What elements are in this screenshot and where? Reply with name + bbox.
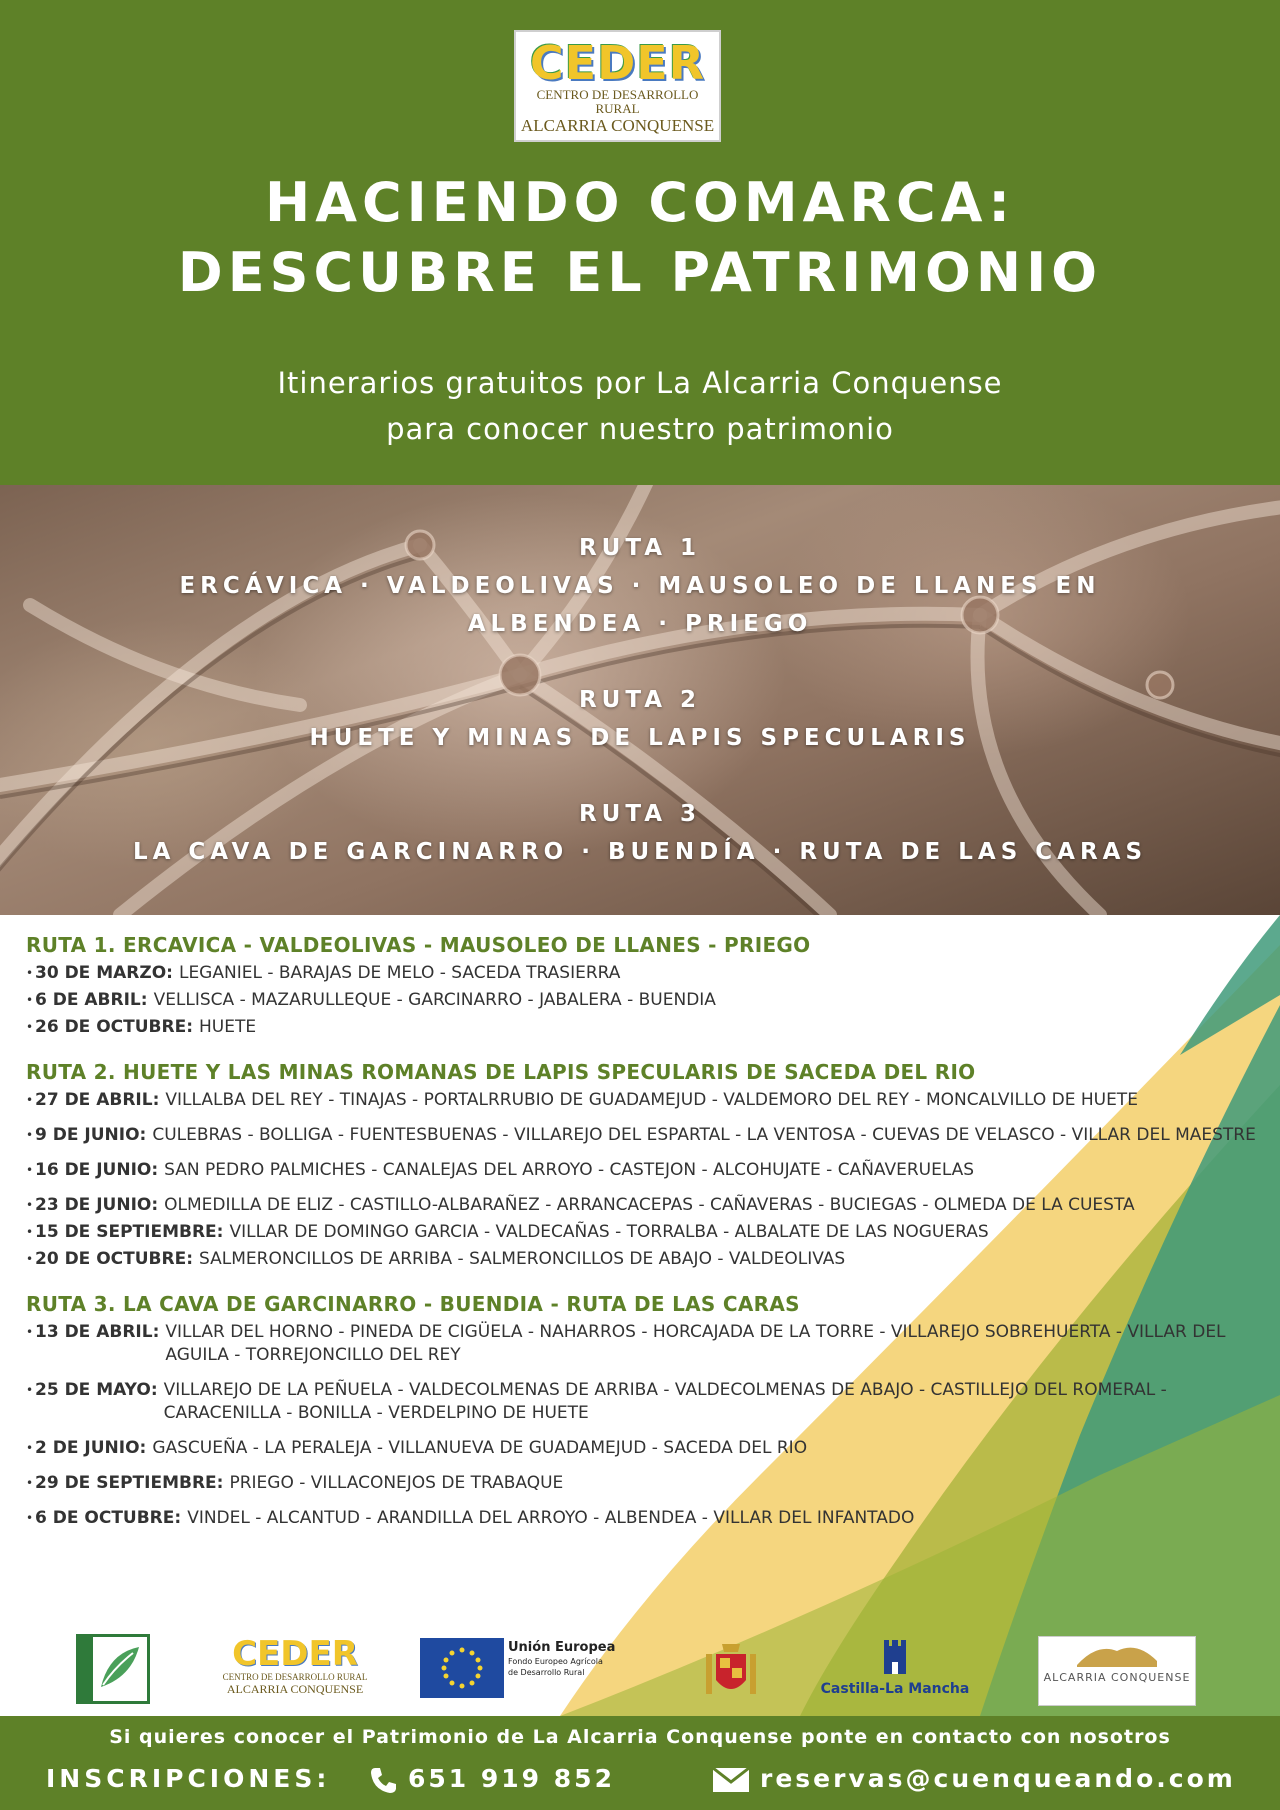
ceder-logo-line2: ALCARRIA CONQUENSE <box>520 116 715 135</box>
eu-title: Unión Europea <box>508 1640 616 1655</box>
section-title: RUTA 3. LA CAVA DE GARCINARRO - BUENDIA - RUTA DE LAS CARAS <box>26 1292 800 1316</box>
eu-stars-icon <box>420 1638 504 1698</box>
ceder-logo-line1: CENTRO DE DESARROLLO RURAL <box>536 87 699 116</box>
header-banner <box>0 0 1280 485</box>
contact-footer <box>0 1716 1280 1810</box>
list-item: • 20 DE OCTUBRE: SALMERONCILLOS DE ARRIBA - SALMERONCILLOS DE ABAJO - VALDEOLIVAS <box>26 1248 1256 1271</box>
item-date: 13 DE ABRIL: <box>35 1322 160 1342</box>
section-title: RUTA 1. ERCAVICA - VALDEOLIVAS - MAUSOLEO DE LLANES - PRIEGO <box>26 933 811 957</box>
phone-contact[interactable] <box>368 1764 615 1795</box>
eu-sub2: de Desarrollo Rural <box>508 1668 585 1677</box>
ceder-small-wordmark: CEDER <box>232 1634 358 1674</box>
ruta2-label: RUTA 2 <box>578 687 702 713</box>
inscripciones-label: INSCRIPCIONES: <box>46 1764 331 1793</box>
item-places: SAN PEDRO PALMICHES - CANALEJAS DEL ARROYO - CASTEJON - ALCOHUJATE - CAÑAVERUELAS <box>164 1160 975 1180</box>
routes-overview <box>0 529 1280 871</box>
ruta3-label: RUTA 3 <box>578 801 702 827</box>
item-date: 29 DE SEPTIEMBRE: <box>35 1473 224 1493</box>
sponsor-logos <box>0 1628 1280 1718</box>
list-item: • 15 DE SEPTIEMBRE: VILLAR DE DOMINGO GARCIA - VALDECAÑAS - TORRALBA - ALBALATE DE LAS NOGUERAS <box>26 1221 1256 1244</box>
ceder-small-line2: ALCARRIA CONQUENSE <box>226 1682 364 1696</box>
phone-icon <box>368 1765 398 1795</box>
ceder-logo-wordmark: CEDER <box>529 36 706 90</box>
item-places: HUETE <box>199 1017 257 1037</box>
email-address[interactable]: reservas@cuenqueando.com <box>760 1764 1236 1793</box>
item-places: SALMERONCILLOS DE ARRIBA - SALMERONCILLOS DE ABAJO - VALDEOLIVAS <box>199 1249 846 1269</box>
item-date: 25 DE MAYO: <box>35 1380 158 1400</box>
phone-number[interactable]: 651 919 852 <box>408 1764 615 1793</box>
page-title <box>0 168 1280 308</box>
list-item: • 25 DE MAYO: VILLAREJO DE LA PEÑUELA - VALDECOLMENAS DE ARRIBA - VALDECOLMENAS DE ABAJO - CASTILLEJO DEL ROMERAL - CARACENILLA - BONILLA - VERDELPINO DE HUETE <box>26 1379 1256 1425</box>
list-item: • 9 DE JUNIO: CULEBRAS - BOLLIGA - FUENTESBUENAS - VILLAREJO DEL ESPARTAL - LA VENTOSA - CUEVAS DE VELASCO - VILLAR DEL MAESTRE <box>26 1125 1256 1145</box>
section-ruta2 <box>26 1059 1256 1271</box>
list-item: • 23 DE JUNIO: OLMEDILLA DE ELIZ - CASTILLO-ALBARAÑEZ - ARRANCACEPAS - CAÑAVERAS - BUCIEGAS - OLMEDA DE LA CUESTA <box>26 1194 1256 1217</box>
ruta3-line-1: LA CAVA DE GARCINARRO · BUENDÍA · RUTA DE LAS CARAS <box>132 839 1148 865</box>
email-contact[interactable] <box>712 1764 1236 1794</box>
section-title: RUTA 2. HUETE Y LAS MINAS ROMANAS DE LAPIS SPECULARIS DE SACEDA DEL RIO <box>26 1060 976 1084</box>
envelope-icon <box>712 1766 750 1794</box>
item-date: 30 DE MARZO: <box>35 963 173 983</box>
item-date: 23 DE JUNIO: <box>35 1195 159 1215</box>
list-item: • 26 DE OCTUBRE: HUETE <box>26 1016 1256 1039</box>
item-places: VELLISCA - MAZARULLEQUE - GARCINARRO - JABALERA - BUENDIA <box>153 990 716 1010</box>
alcarria-landscape-icon <box>1077 1637 1157 1667</box>
section-ruta3 <box>26 1291 1256 1530</box>
clm-logo <box>820 1636 970 1708</box>
alcarria-logo <box>1038 1636 1196 1706</box>
ruta1-line-2: ALBENDEA · PRIEGO <box>467 611 813 637</box>
ceder-small-line1: CENTRO DE DESARROLLO RURAL <box>222 1672 368 1682</box>
list-item: • 16 DE JUNIO: SAN PEDRO PALMICHES - CANALEJAS DEL ARROYO - CASTEJON - ALCOHUJATE - CAÑAVERUELAS <box>26 1159 1256 1182</box>
ceder-small-logo <box>220 1636 370 1708</box>
list-item: • 30 DE MARZO: LEGANIEL - BARAJAS DE MELO - SACEDA TRASIERRA <box>26 962 1256 985</box>
list-item: • 27 DE ABRIL: VILLALBA DEL REY - TINAJAS - PORTALRRUBIO DE GUADAMEJUD - VALDEMORO DEL REY - MONCALVILLO DE HUETE <box>26 1089 1256 1112</box>
contact-line: Si quieres conocer el Patrimonio de La Alcarria Conquense ponte en contacto con nosotros <box>109 1726 1171 1748</box>
item-places: PRIEGO - VILLACONEJOS DE TRABAQUE <box>229 1473 564 1493</box>
list-item: • 29 DE SEPTIEMBRE: PRIEGO - VILLACONEJOS DE TRABAQUE <box>26 1472 1256 1495</box>
item-date: 6 DE OCTUBRE: <box>35 1508 182 1528</box>
clm-castle-icon <box>880 1636 910 1676</box>
leader-logo <box>76 1634 150 1704</box>
item-places: VINDEL - ALCANTUD - ARANDILLA DEL ARROYO - ALBENDEA - VILLAR DEL INFANTADO <box>187 1508 915 1528</box>
item-date: 16 DE JUNIO: <box>35 1160 159 1180</box>
list-item: • 2 DE JUNIO: GASCUEÑA - LA PERALEJA - VILLANUEVA DE GUADAMEJUD - SACEDA DEL RIO <box>26 1437 1256 1460</box>
list-item: • 13 DE ABRIL: VILLAR DEL HORNO - PINEDA DE CIGÜELA - NAHARROS - HORCAJADA DE LA TORRE - VILLAREJO SOBREHUERTA - VILLAR DEL AGUILA - TORREJONCILLO DEL REY <box>26 1321 1256 1367</box>
item-places: CULEBRAS - BOLLIGA - FUENTESBUENAS - VILLAREJO DEL ESPARTAL - LA VENTOSA - CUEVAS DE VELASCO - VILLAR DEL MAESTRE <box>152 1125 1256 1145</box>
section-ruta1 <box>26 932 1256 1039</box>
vault-photo-section <box>0 485 1280 915</box>
route-schedule <box>26 926 1256 1534</box>
item-places: VILLAR DEL HORNO - PINEDA DE CIGÜELA - NAHARROS - HORCAJADA DE LA TORRE - VILLAREJO SOBREHUERTA - VILLAR DEL AGUILA - TORREJONCILLO DEL REY <box>165 1322 1226 1365</box>
item-places: GASCUEÑA - LA PERALEJA - VILLANUEVA DE GUADAMEJUD - SACEDA DEL RIO <box>152 1438 808 1458</box>
item-places: VILLAREJO DE LA PEÑUELA - VALDECOLMENAS DE ARRIBA - VALDECOLMENAS DE ABAJO - CASTILLEJO DEL ROMERAL - CARACENILLA - BONILLA - VERDELPINO DE HUETE <box>163 1380 1167 1423</box>
list-item: • 6 DE OCTUBRE: VINDEL - ALCANTUD - ARANDILLA DEL ARROYO - ALBENDEA - VILLAR DEL INFANTADO <box>26 1507 1256 1530</box>
title-line-2: DESCUBRE EL PATRIMONIO <box>177 241 1103 304</box>
ruta2-line-1: HUETE Y MINAS DE LAPIS SPECULARIS <box>309 725 971 751</box>
item-date: 15 DE SEPTIEMBRE: <box>35 1222 224 1242</box>
item-places: OLMEDILLA DE ELIZ - CASTILLO-ALBARAÑEZ - ARRANCACEPAS - CAÑAVERAS - BUCIEGAS - OLMEDA DE LA CUESTA <box>164 1195 1135 1215</box>
item-places: LEGANIEL - BARAJAS DE MELO - SACEDA TRASIERRA <box>178 963 621 983</box>
subtitle-line-2: para conocer nuestro patrimonio <box>386 412 894 446</box>
item-date: 27 DE ABRIL: <box>35 1090 160 1110</box>
eu-text <box>508 1640 628 1700</box>
item-date: 9 DE JUNIO: <box>35 1125 147 1145</box>
eu-flag <box>420 1638 504 1698</box>
title-line-1: HACIENDO COMARCA: <box>265 171 1015 234</box>
leader-leaf-icon <box>79 1637 147 1701</box>
list-item: • 6 DE ABRIL: VELLISCA - MAZARULLEQUE - GARCINARRO - JABALERA - BUENDIA <box>26 989 1256 1012</box>
eu-sub1: Fondo Europeo Agrícola <box>508 1657 603 1666</box>
ruta1-line-1: ERCÁVICA · VALDEOLIVAS · MAUSOLEO DE LLANES EN <box>179 573 1101 599</box>
ruta1-label: RUTA 1 <box>578 535 702 561</box>
item-places: VILLAR DE DOMINGO GARCIA - VALDECAÑAS - TORRALBA - ALBALATE DE LAS NOGUERAS <box>229 1222 989 1242</box>
spain-coat-of-arms <box>700 1640 762 1702</box>
item-date: 2 DE JUNIO: <box>35 1438 147 1458</box>
clm-label: Castilla-La Mancha <box>820 1681 970 1697</box>
item-date: 26 DE OCTUBRE: <box>35 1017 194 1037</box>
page-subtitle <box>0 360 1280 452</box>
coat-of-arms-icon <box>700 1640 762 1702</box>
ceder-logo <box>514 30 721 142</box>
subtitle-line-1: Itinerarios gratuitos por La Alcarria Conquense <box>277 366 1003 400</box>
item-places: VILLALBA DEL REY - TINAJAS - PORTALRRUBIO DE GUADAMEJUD - VALDEMORO DEL REY - MONCALVILLO DE HUETE <box>165 1090 1138 1110</box>
item-date: 6 DE ABRIL: <box>35 990 148 1010</box>
alcarria-label: ALCARRIA CONQUENSE <box>1043 1671 1191 1684</box>
item-date: 20 DE OCTUBRE: <box>35 1249 194 1269</box>
